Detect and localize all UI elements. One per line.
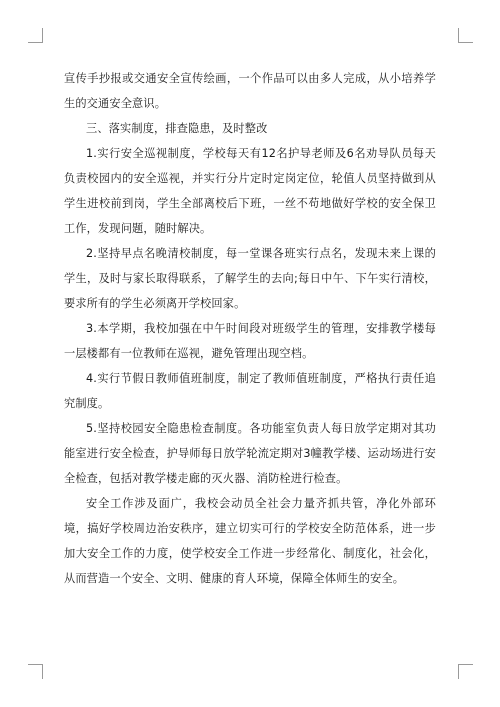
page-corner-mark-bottom-right: [458, 664, 473, 679]
paragraph-continuation: 宣传手抄报或交通安全宣传绘画，一个作品可以由多人完成，从小培养学生的交通安全意识。: [64, 72, 436, 110]
paragraph-item-4: 4.实行节假日教师值班制度，制定了教师值班制度，严格执行责任追究制度。: [64, 372, 436, 410]
paragraph-item-5: 5.坚持校园安全隐患检查制度。各功能室负责人每日放学定期对其功能室进行安全检查，护导师每日放学轮流定期对3幢教学楼、运动场进行安全检查，包括对教学楼走廊的灭火器、消防栓进行检查。: [64, 422, 436, 485]
page-corner-mark-top-left: [28, 28, 43, 43]
page-corner-mark-top-right: [458, 28, 473, 43]
document-body: [64, 66, 436, 591]
section-heading: 三、落实制度，排查隐患，及时整改: [86, 122, 268, 135]
page-corner-mark-bottom-left: [28, 664, 43, 679]
paragraph-conclusion: 安全工作涉及面广，我校会动员全社会力量齐抓共管，净化外部环境，搞好学校周边治安秩序，建立切实可行的学校安全防范体系，进一步加大安全工作的力度，使学校安全工作进一步经常化、制度化，社会化，从而营造一个安全、文明、健康的育人环境，保障全体师生的安全。: [64, 497, 436, 585]
paragraph-item-3: 3.本学期，我校加强在中午时间段对班级学生的管理，安排教学楼每一层楼都有一位教师在巡视，避免管理出现空档。: [64, 322, 436, 360]
paragraph-item-1: 1.实行安全巡视制度，学校每天有12名护导老师及6名劝导队员每天负责校园内的安全巡视，并实行分片定时定岗定位，轮值人员坚持做到从学生进校前到岗，学生全部离校后下班，一丝不苟地做好学校的安全保卫工作，发现问题，随时解决。: [64, 147, 436, 235]
paragraph-item-2: 2.坚持早点名晚清校制度，每一堂课各班实行点名，发现未来上课的学生，及时与家长取得联系，了解学生的去向;每日中午、下午实行清校，要求所有的学生必须离开学校回家。: [64, 247, 436, 310]
